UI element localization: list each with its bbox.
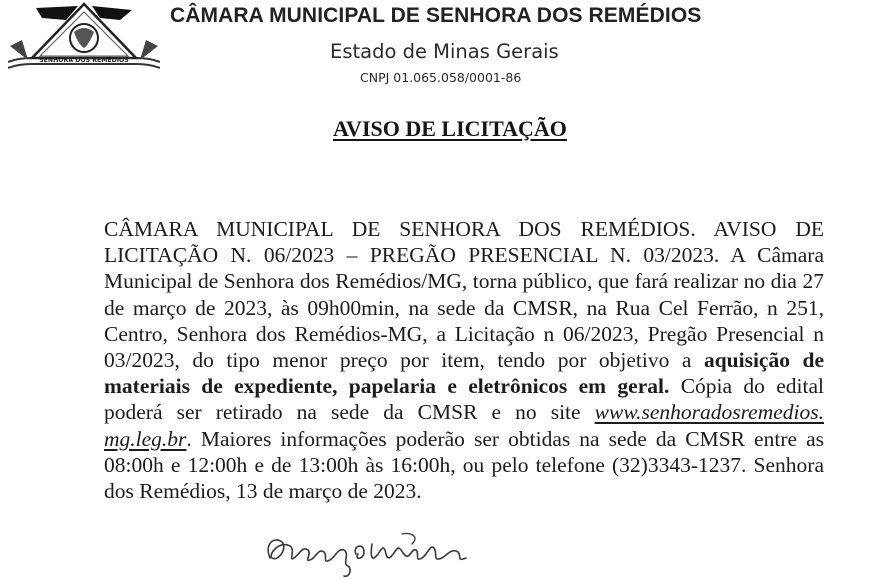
- letterhead-state: Estado de Minas Gerais: [330, 40, 559, 63]
- letterhead-cnpj: CNPJ 01.065.058/0001-86: [360, 70, 522, 85]
- letterhead-title: CÂMARA MUNICIPAL DE SENHORA DOS REMÉDIOS: [170, 4, 702, 27]
- notice-object: aquisição de materiais de expediente, papelaria e eletrônicos em geral.: [104, 348, 824, 399]
- notice-text-part2: Cópia do edital poderá ser retirado na sede da CMSR e no site: [104, 374, 824, 425]
- site-link[interactable]: www.senhoradosremedios. mg.leg.br: [104, 400, 824, 451]
- handwritten-signature: [252, 514, 482, 578]
- notice-body: [104, 216, 824, 504]
- notice-text-part1: CÂMARA MUNICIPAL DE SENHORA DOS REMÉDIOS. AVISO DE LICITAÇÃO N. 06/2023 – PREGÃO PRESENCIAL N. 03/2023. A Câmara Municipal de Senhora dos Remédios/MG, torna público, que fará realizar no dia 27 de março de 2023, às 09h00min, na sede da CMSR, na Rua Cel Ferrão, n 251, Centro, Senhora dos Remédios-MG, a Licitação n 06/2023, Pregão Presencial n 03/2023, do tipo menor preço por item, tendo por objetivo a: [104, 217, 824, 373]
- notice-heading: AVISO DE LICITAÇÃO: [333, 116, 567, 141]
- municipal-emblem: [8, 2, 160, 78]
- emblem-text: SENHORA DOS REMÉDIOS: [39, 57, 129, 64]
- notice-text-part3: . Maiores informações poderão ser obtidas na sede da CMSR entre as 08:00h e 12:00h e de 13:00h às 16:00h, ou pelo telefone (32)3343-1237. Senhora dos Remédios, 13 de março de 2023.: [104, 426, 824, 504]
